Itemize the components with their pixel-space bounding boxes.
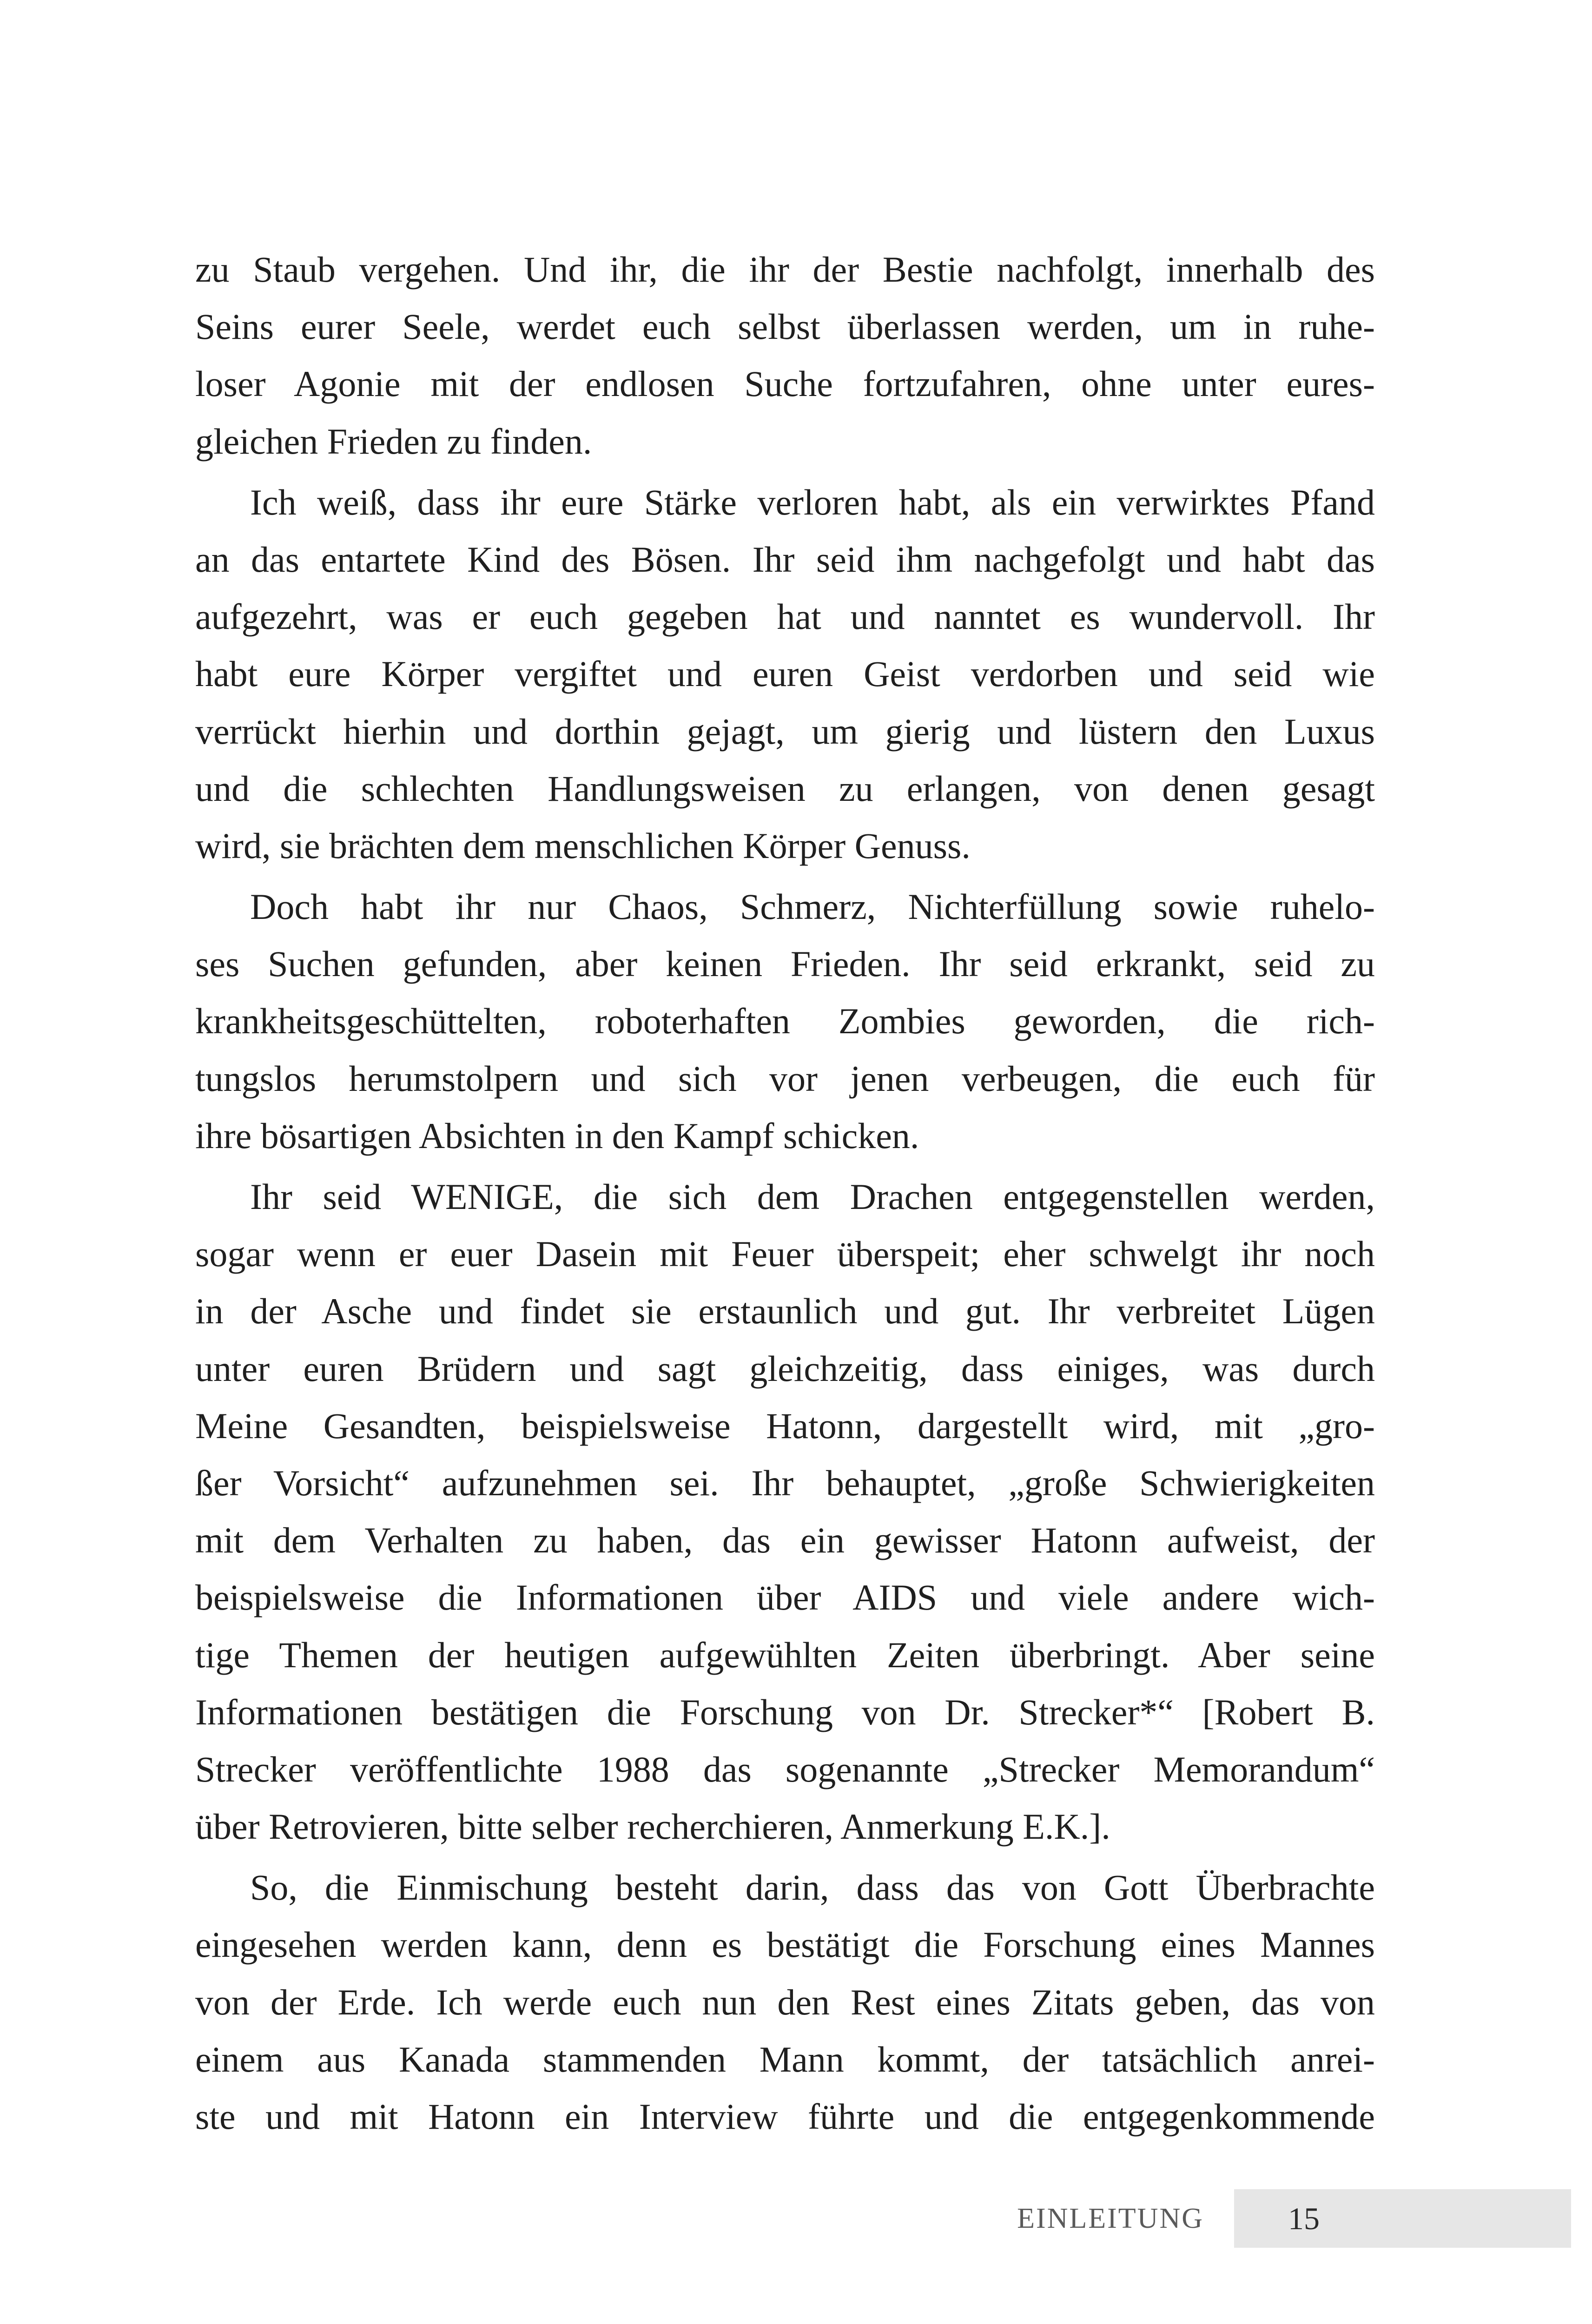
page-number-tab <box>1234 2189 1571 2248</box>
paragraph <box>195 1859 1375 2145</box>
text-line: gleichen Frieden zu finden. <box>195 421 592 462</box>
text-line: Seins eurer Seele, werdet euch selbst überlassen werden, um in ruhe- <box>195 306 1375 347</box>
text-line: und die schlechten Handlungsweisen zu erlangen, von denen gesagt <box>195 768 1375 809</box>
text-line: beispielsweise die Informationen über AIDS und viele andere wich- <box>195 1577 1375 1618</box>
text-line: wird, sie brächten dem menschlichen Körper Genuss. <box>195 825 971 866</box>
text-line: Strecker veröffentlichte 1988 das sogenannte „Strecker Memorandum“ <box>195 1749 1375 1789</box>
text-line: ses Suchen gefunden, aber keinen Frieden. Ihr seid erkrankt, seid zu <box>195 944 1375 984</box>
text-line: habt eure Körper vergiftet und euren Geist verdorben und seid wie <box>195 654 1375 694</box>
text-line: Ich weiß, dass ihr eure Stärke verloren habt, als ein verwirktes Pfand <box>250 482 1375 522</box>
text-line: an das entartete Kind des Bösen. Ihr seid ihm nachgefolgt und habt das <box>195 539 1375 580</box>
page-footer <box>0 2189 1592 2248</box>
text-line: sogar wenn er euer Dasein mit Feuer überspeit; eher schwelgt ihr noch <box>195 1234 1375 1274</box>
text-line: ste und mit Hatonn ein Interview führte und die entgegenkommende <box>195 2096 1375 2137</box>
text-line: Informationen bestätigen die Forschung von Dr. Strecker*“ [Robert B. <box>195 1691 1375 1732</box>
text-line: tige Themen der heutigen aufgewühlten Zeiten überbringt. Aber seine <box>195 1634 1375 1675</box>
text-line: einem aus Kanada stammenden Mann kommt, der tatsächlich anrei- <box>195 2039 1375 2080</box>
text-line: krankheitsgeschüttelten, roboterhaften Zombies geworden, die rich- <box>195 1001 1375 1042</box>
text-line: Doch habt ihr nur Chaos, Schmerz, Nichterfüllung sowie ruhelo- <box>250 886 1375 927</box>
paragraph <box>195 241 1375 470</box>
text-line: über Retrovieren, bitte selber recherchieren, Anmerkung E.K.]. <box>195 1806 1110 1847</box>
text-line: Meine Gesandten, beispielsweise Hatonn, dargestellt wird, mit „gro- <box>195 1405 1375 1446</box>
paragraph <box>195 474 1375 874</box>
text-line: ihre bösartigen Absichten in den Kampf schicken. <box>195 1115 919 1156</box>
text-line: eingesehen werden kann, denn es bestätigt die Forschung eines Mannes <box>195 1924 1375 1965</box>
paragraph <box>195 1168 1375 1855</box>
text-line: Ihr seid WENIGE, die sich dem Drachen entgegenstellen werden, <box>250 1176 1375 1217</box>
text-line: verrückt hierhin und dorthin gejagt, um gierig und lüstern den Luxus <box>195 711 1375 752</box>
text-line: zu Staub vergehen. Und ihr, die ihr der Bestie nachfolgt, innerhalb des <box>195 249 1375 290</box>
text-line: in der Asche und findet sie erstaunlich und gut. Ihr verbreitet Lügen <box>195 1291 1375 1332</box>
text-line: aufgezehrt, was er euch gegeben hat und nanntet es wundervoll. Ihr <box>195 596 1375 637</box>
text-line: mit dem Verhalten zu haben, das ein gewisser Hatonn aufweist, der <box>195 1520 1375 1561</box>
paragraph <box>195 878 1375 1164</box>
text-line: tungslos herumstolpern und sich vor jenen verbeugen, die euch für <box>195 1058 1375 1099</box>
text-line: loser Agonie mit der endlosen Suche fortzufahren, ohne unter eures- <box>195 363 1375 404</box>
text-line: So, die Einmischung besteht darin, dass das von Gott Überbrachte <box>250 1867 1375 1908</box>
page-number: 15 <box>1288 2201 1320 2236</box>
text-line: ßer Vorsicht“ aufzunehmen sei. Ihr behauptet, „große Schwierigkeiten <box>195 1462 1375 1503</box>
body-text <box>195 241 1375 2145</box>
text-line: unter euren Brüdern und sagt gleichzeitig, dass einiges, was durch <box>195 1348 1375 1389</box>
text-line: von der Erde. Ich werde euch nun den Rest eines Zitats geben, das von <box>195 1981 1375 2022</box>
running-head: EINLEITUNG <box>1017 2203 1204 2234</box>
